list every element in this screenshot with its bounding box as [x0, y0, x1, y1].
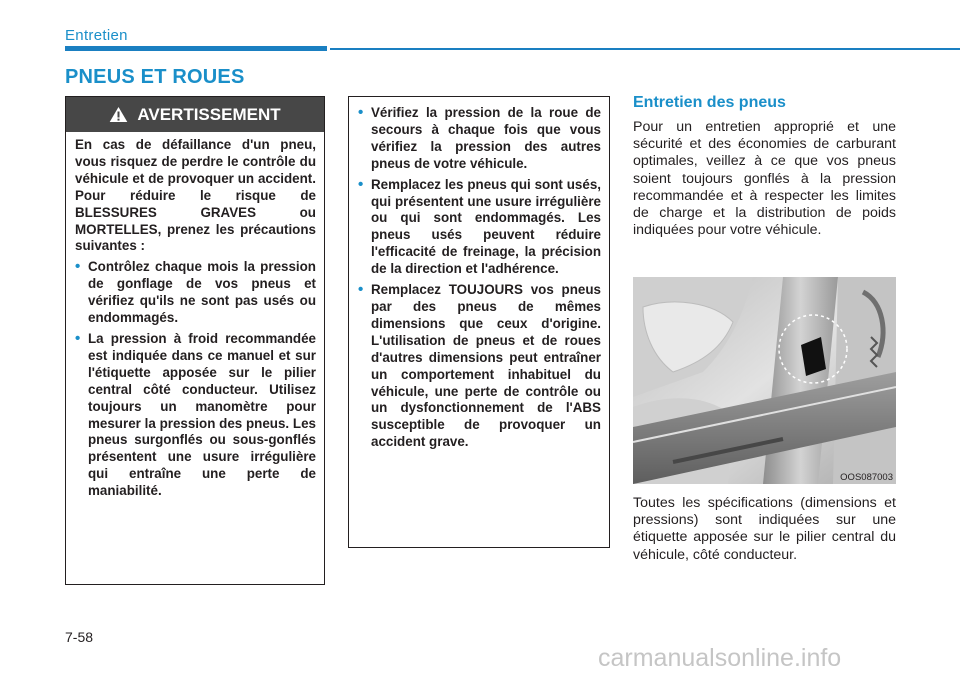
tire-label-photo — [633, 277, 896, 484]
page-number: 7-58 — [65, 629, 94, 645]
warning-bullet: • La pression à froid recommandée est indiquée dans ce manuel et sur l'étiquette apposée sur le pilier central côté conducteur. Utilisez toujours un manomètre pour mesurer la pression des pneus. Les pneus surgonflés ou sous-gonflés présentent une usure irrégulière qui entraîne une perte de maniabilité. — [75, 331, 316, 500]
warning-intro: En cas de défaillance d'un pneu, vous risquez de perdre le contrôle du véhicule et de provoquer un accident. Pour réduire le risque de BLESSURES GRAVES ou MORTELLES, prenez les précautions suivantes : — [75, 137, 316, 254]
maintenance-paragraph: Pour un entretien approprié et une sécurité et des économies de carburant optimales, veillez à ce que vos pneus soient toujours gonflés à la pression recommandée et à respecter les limites de charge et la distribution de poids indiquées pour votre véhicule. — [633, 119, 896, 239]
header-rule-thin — [330, 48, 960, 50]
warning-bullet: • Vérifiez la pression de la roue de secours à chaque fois que vous vérifiez la pression des autres pneus de votre véhicule. — [358, 105, 601, 173]
page-title: PNEUS ET ROUES — [65, 66, 245, 88]
specification-paragraph: Toutes les spécifications (dimensions et pressions) sont indiquées sur une étiquette apposée sur le pilier central du véhicule, côté conducteur. — [633, 495, 896, 563]
watermark: carmanualsonline.info — [598, 644, 842, 672]
warning-triangle-icon — [109, 106, 128, 123]
warning-bullet: • Remplacez TOUJOURS vos pneus par des pneus de mêmes dimensions que ceux d'origine. L'utilisation de pneus et de roues d'autres dimensions peut entraîner un comportement inhabituel du véhicule, une perte de contrôle ou un dysfonctionnement de l'ABS susceptible de provoquer un accident grave. — [358, 282, 601, 451]
warning-title: AVERTISSEMENT — [137, 104, 281, 124]
section-label: Entretien — [65, 27, 128, 44]
maintenance-heading: Entretien des pneus — [633, 94, 786, 111]
warning-continued-list — [358, 105, 601, 451]
warning-continued-box — [348, 96, 610, 548]
warning-header — [66, 97, 324, 132]
warning-box — [65, 96, 325, 585]
door-pillar-illustration — [633, 277, 896, 484]
warning-bullet: • Contrôlez chaque mois la pression de gonflage de vos pneus et vérifiez qu'ils ne sont pas usés ou endommagés. — [75, 259, 316, 327]
warning-list — [75, 259, 316, 500]
warning-bullet: • Remplacez les pneus qui sont usés, qui présentent une usure irrégulière ou qui sont endommagés. Les pneus usés peuvent réduire l'efficacité de freinage, la précision de la direction et l'adhérence. — [358, 177, 601, 278]
figure-code: OOS087003 — [840, 472, 893, 483]
header-rule-thick — [65, 46, 327, 51]
